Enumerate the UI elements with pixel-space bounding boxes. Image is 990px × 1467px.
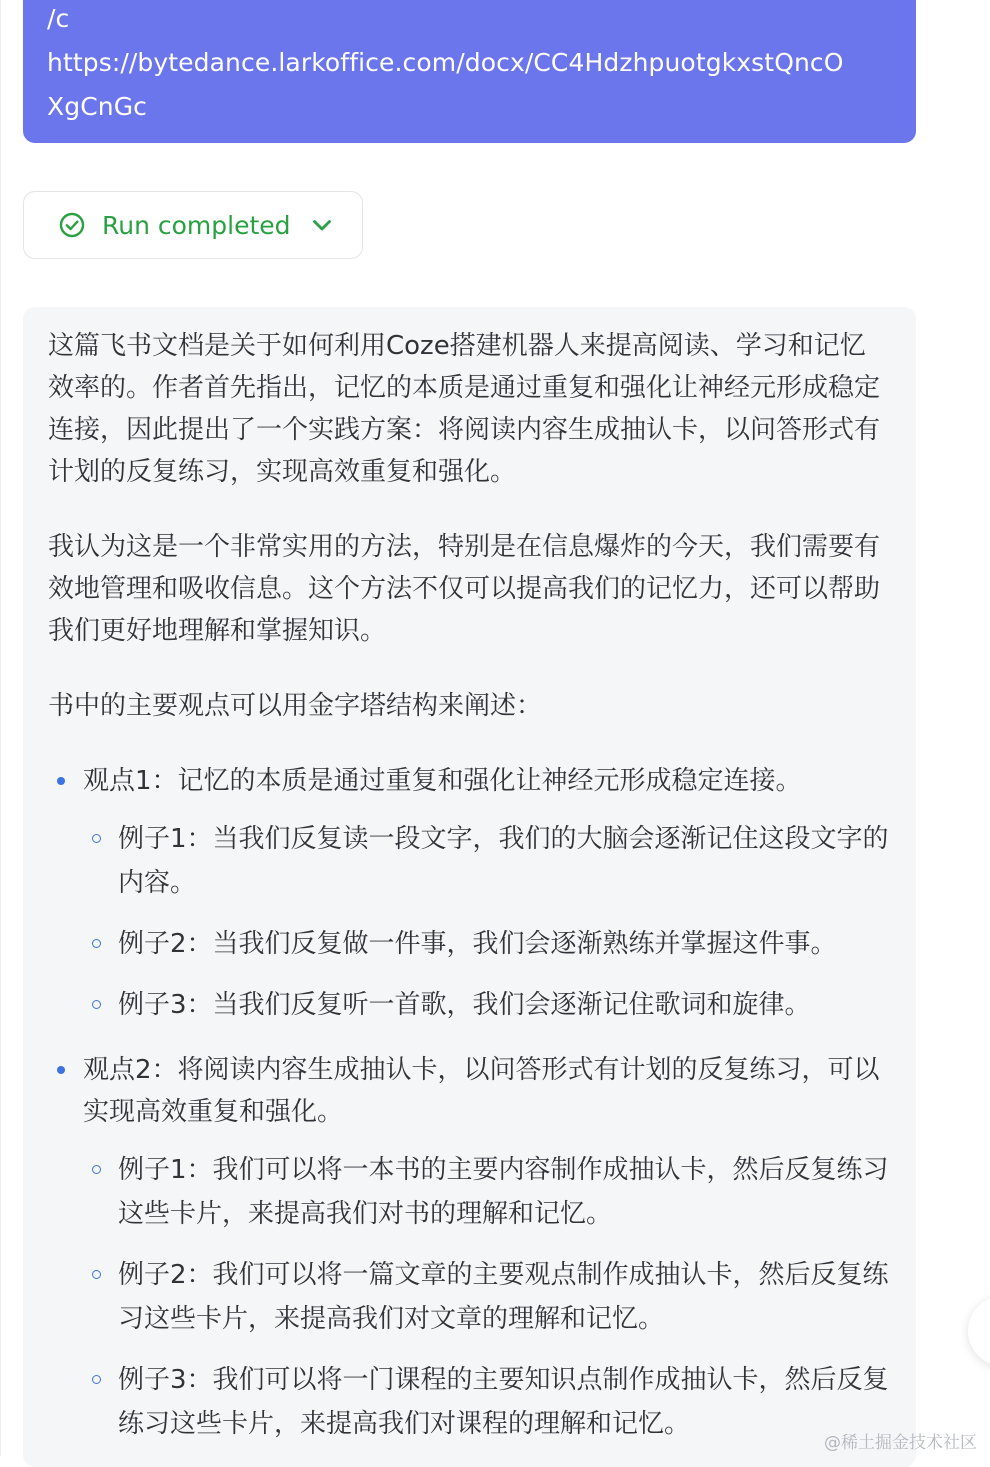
point-text: 观点1：记忆的本质是通过重复和强化让神经元形成稳定连接。: [83, 766, 802, 796]
example-item: 例子1：我们可以将一本书的主要内容制作成抽认卡，然后反复练习这些卡片，来提高我们对书的理解和记忆。: [83, 1148, 890, 1236]
points-list: [48, 760, 890, 1446]
example-item: 例子1：当我们反复读一段文字，我们的大脑会逐渐记住这段文字的内容。: [83, 817, 890, 905]
user-message-line: XgCnGc: [47, 92, 148, 121]
reply-paragraph: 这篇飞书文档是关于如何利用Coze搭建机器人来提高阅读、学习和记忆效率的。作者首先指出，记忆的本质是通过重复和强化让神经元形成稳定连接，因此提出了一个实践方案：将阅读内容生成抽认卡，以问答形式有计划的反复练习，实现高效重复和强化。: [48, 331, 881, 487]
user-message-line: /c: [47, 4, 70, 33]
user-message-link[interactable]: https://bytedance.larkoffice.com/docx/CC4HdzhpuotgkxstQncO: [47, 48, 844, 77]
bot-reply-card: [23, 307, 916, 1467]
example-item: 例子3：我们可以将一门课程的主要知识点制作成抽认卡，然后反复练习这些卡片，来提高我们对课程的理解和记忆。: [83, 1358, 890, 1446]
point-text: 观点2：将阅读内容生成抽认卡，以问答形式有计划的反复练习，可以实现高效重复和强化。: [83, 1055, 880, 1127]
run-status-label: Run completed: [102, 210, 291, 240]
scroll-to-bottom-button[interactable]: [968, 1296, 990, 1366]
user-message-bubble: [23, 0, 916, 143]
example-item: 例子2：当我们反复做一件事，我们会逐渐熟练并掌握这件事。: [83, 922, 890, 966]
check-circle-icon: [58, 211, 86, 239]
examples-list: [83, 817, 890, 1027]
example-item: 例子3：当我们反复听一首歌，我们会逐渐记住歌词和旋律。: [83, 983, 890, 1027]
watermark: @稀土掘金技术社区: [824, 1433, 977, 1453]
reply-intro: 书中的主要观点可以用金字塔结构来阐述：: [48, 691, 543, 721]
example-item: 例子2：我们可以将一篇文章的主要观点制作成抽认卡，然后反复练习这些卡片，来提高我们对文章的理解和记忆。: [83, 1253, 890, 1341]
reply-paragraph: 我认为这是一个非常实用的方法，特别是在信息爆炸的今天，我们需要有效地管理和吸收信息。这个方法不仅可以提高我们的记忆力，还可以帮助我们更好地理解和掌握知识。: [48, 532, 881, 646]
page-left-border: [0, 0, 1, 1456]
examples-list: [83, 1148, 890, 1446]
point-item: [48, 760, 890, 1027]
chevron-down-icon[interactable]: [309, 212, 335, 238]
run-completed-toggle[interactable]: [23, 191, 363, 259]
point-item: [48, 1049, 890, 1446]
